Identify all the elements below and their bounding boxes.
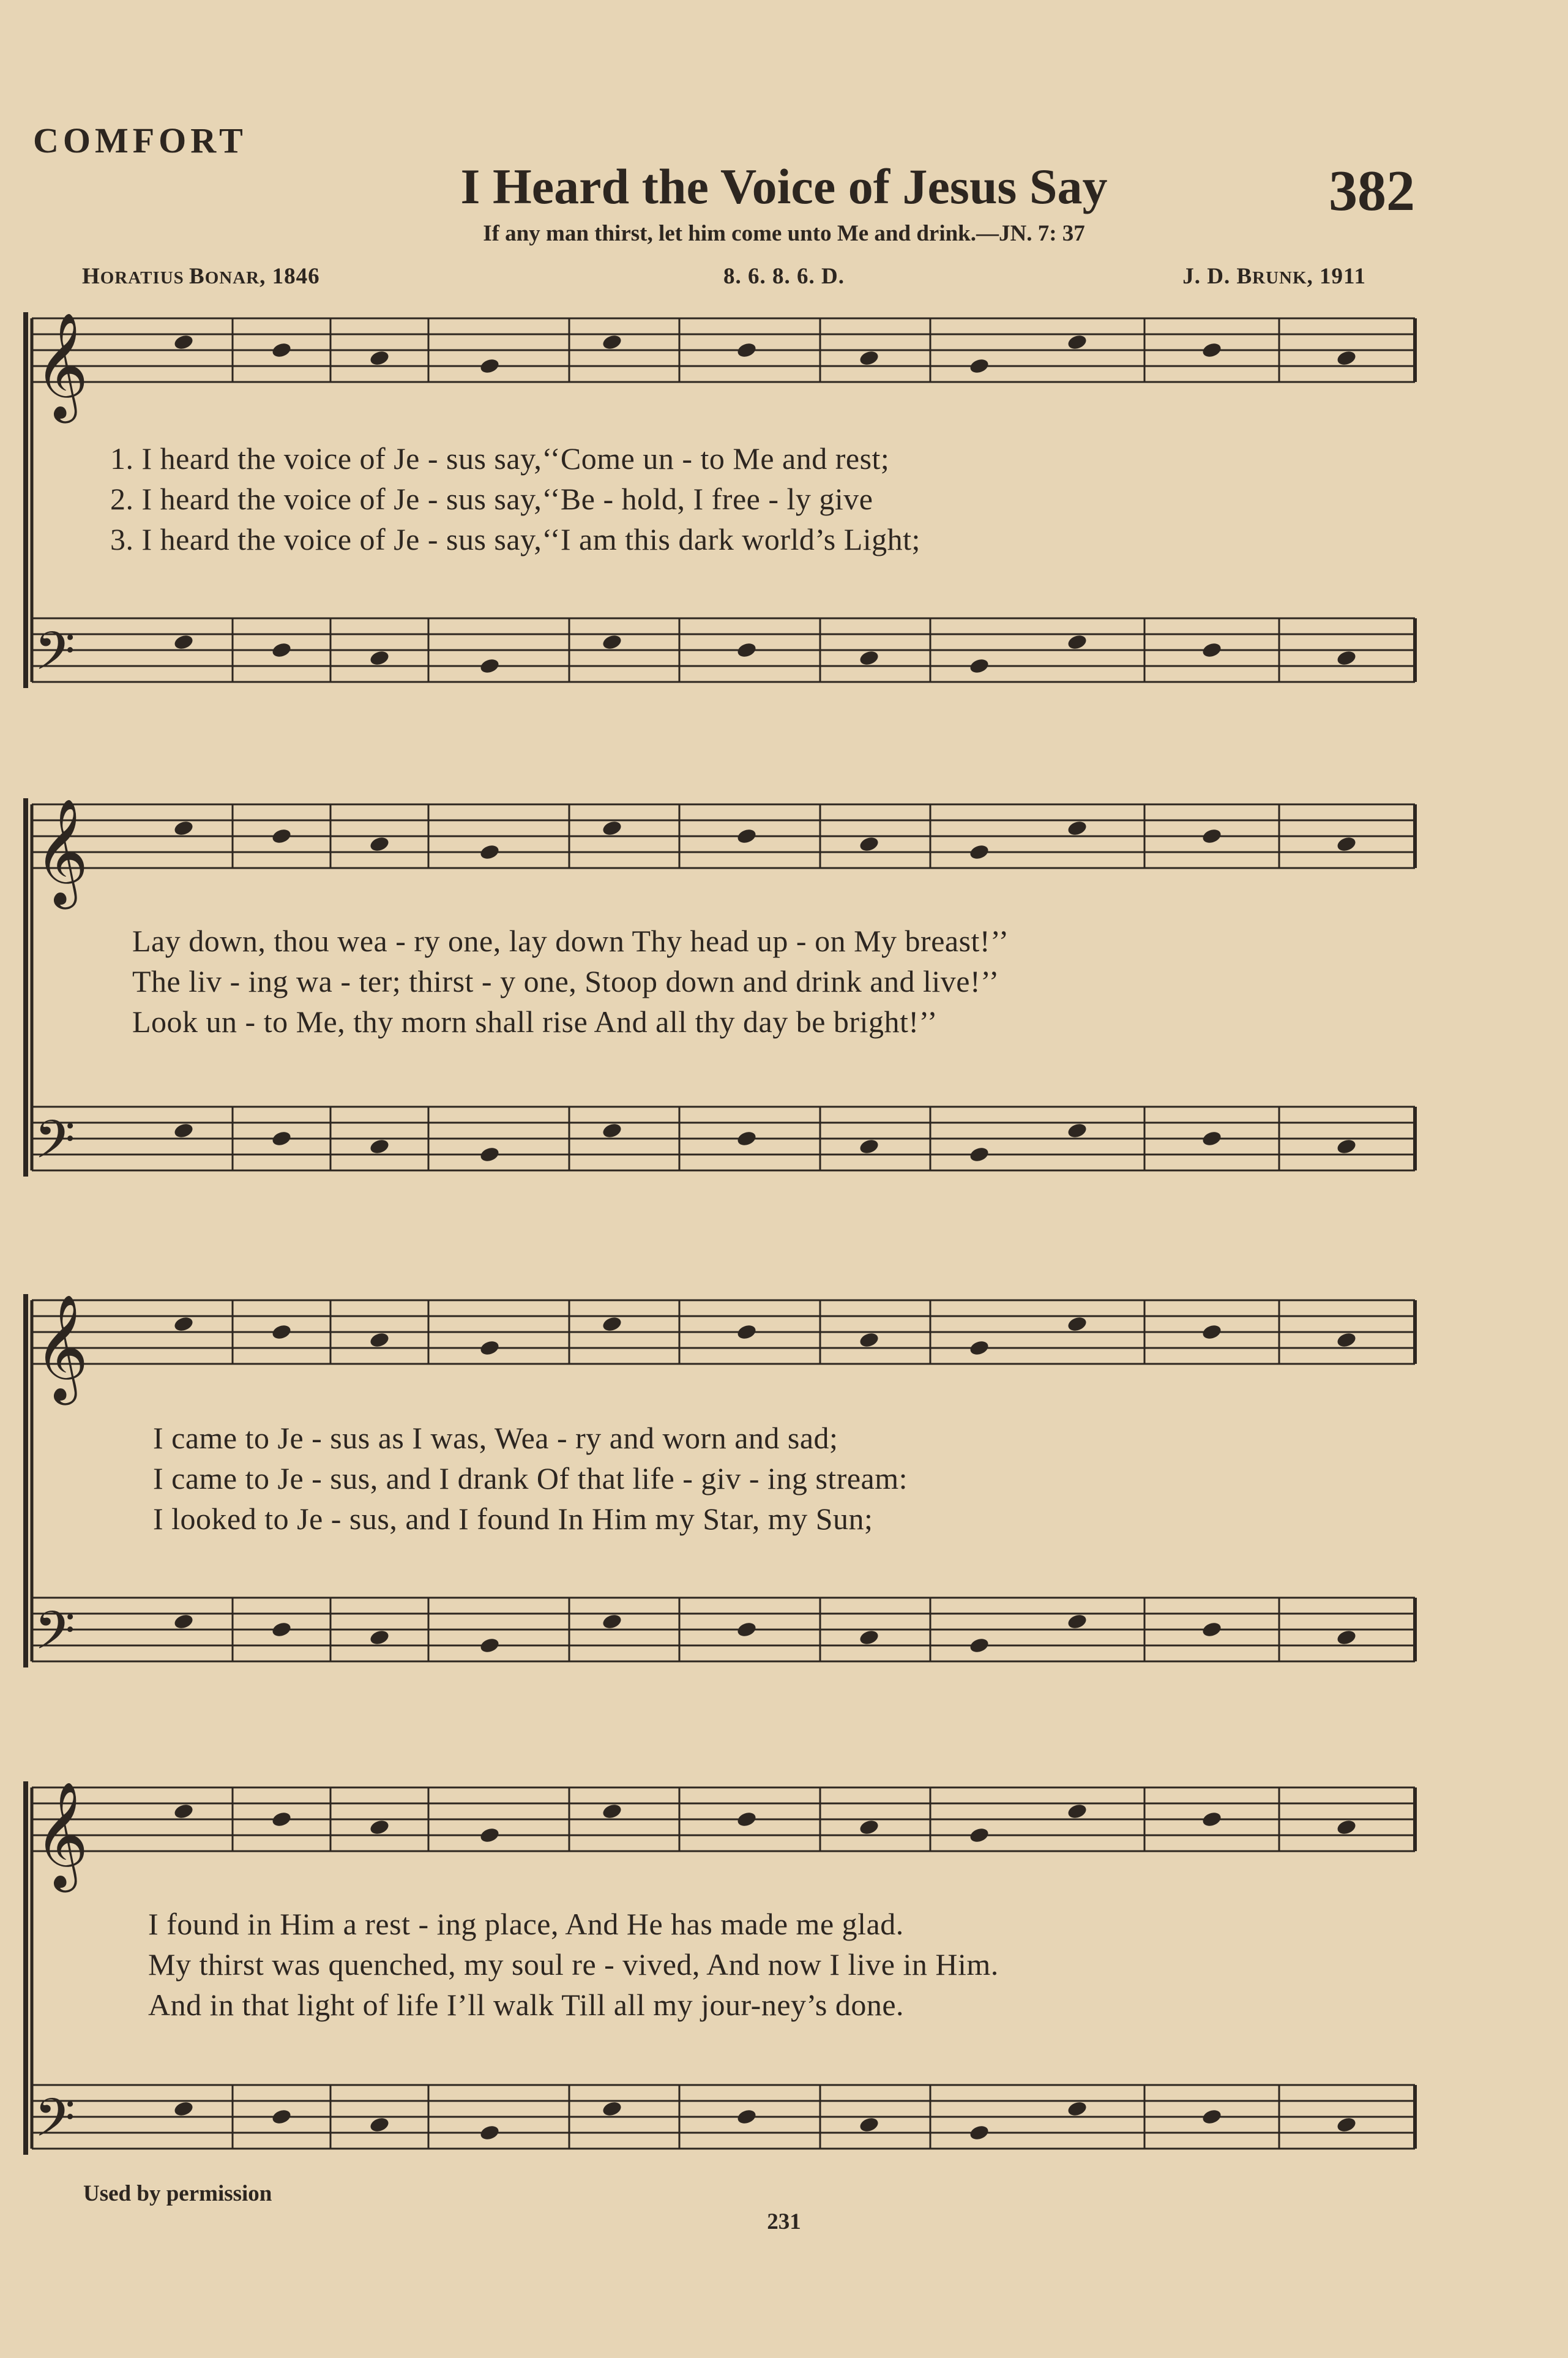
author-credit: HORATIUS BONAR, 1846 — [82, 264, 320, 289]
note-head — [173, 2100, 194, 2117]
hymn-number: 382 — [1329, 159, 1415, 223]
note-head — [1066, 633, 1088, 651]
note-head — [601, 819, 622, 837]
note-head — [173, 1612, 194, 1630]
note-head — [858, 349, 879, 367]
note-head — [968, 1339, 990, 1357]
hymn-title: I Heard the Voice of Jesus Say — [460, 159, 1108, 214]
permission-note: Used by permission — [83, 2181, 272, 2206]
note-head — [858, 835, 879, 853]
clef-icon: 𝄞 — [34, 1781, 89, 1888]
note-head — [736, 827, 757, 845]
note-head — [173, 1121, 194, 1139]
note-head — [173, 333, 194, 351]
note-head — [1201, 1129, 1222, 1147]
clef-icon: 𝄞 — [34, 312, 89, 419]
note-head — [968, 1826, 990, 1844]
note-head — [271, 1810, 292, 1828]
section-label: COMFORT — [33, 121, 247, 160]
note-head — [736, 1620, 757, 1638]
note-head — [736, 1129, 757, 1147]
clef-icon: 𝄢 — [34, 620, 75, 695]
clef-icon: 𝄢 — [34, 2087, 75, 2162]
note-head — [968, 1636, 990, 1654]
note-head — [1066, 2100, 1088, 2117]
note-head — [173, 1315, 194, 1333]
note-head — [968, 657, 990, 675]
note-head — [601, 1121, 622, 1139]
clef-icon: 𝄢 — [34, 1109, 75, 1183]
note-head — [479, 2124, 500, 2141]
note-head — [1335, 1628, 1357, 1646]
note-head — [479, 657, 500, 675]
note-head — [1066, 1121, 1088, 1139]
note-head — [368, 1137, 390, 1155]
note-head — [601, 333, 622, 351]
note-head — [368, 835, 390, 853]
note-head — [601, 1802, 622, 1820]
note-head — [1201, 827, 1222, 845]
note-head — [173, 1802, 194, 1820]
note-head — [1201, 1620, 1222, 1638]
note-head — [968, 2124, 990, 2141]
note-head — [1335, 835, 1357, 853]
note-head — [858, 649, 879, 667]
note-head — [601, 1315, 622, 1333]
note-head — [271, 341, 292, 359]
note-head — [736, 1810, 757, 1828]
note-head — [479, 1339, 500, 1357]
note-head — [858, 2116, 879, 2133]
clef-icon: 𝄞 — [34, 798, 89, 905]
note-head — [479, 1636, 500, 1654]
note-head — [1201, 1810, 1222, 1828]
note-head — [368, 2116, 390, 2133]
note-head — [968, 357, 990, 375]
note-head — [858, 1331, 879, 1349]
note-head — [271, 641, 292, 659]
note-head — [271, 827, 292, 845]
note-head — [968, 843, 990, 861]
note-head — [368, 1818, 390, 1836]
note-head — [1335, 1818, 1357, 1836]
scripture-reference: If any man thirst, let him come unto Me and drink.—JN. 7: 37 — [483, 221, 1085, 246]
composer-credit: J. D. BRUNK, 1911 — [1182, 264, 1366, 289]
note-head — [1201, 2108, 1222, 2125]
note-head — [1201, 1323, 1222, 1341]
note-head — [271, 1129, 292, 1147]
note-head — [173, 819, 194, 837]
note-head — [601, 2100, 622, 2117]
clef-icon: 𝄢 — [34, 1600, 75, 1674]
note-head — [736, 1323, 757, 1341]
note-head — [368, 1331, 390, 1349]
note-head — [1066, 333, 1088, 351]
note-head — [368, 1628, 390, 1646]
note-head — [1066, 819, 1088, 837]
note-head — [173, 633, 194, 651]
page-number: 231 — [767, 2209, 801, 2234]
note-head — [736, 341, 757, 359]
note-head — [968, 1145, 990, 1163]
note-head — [1201, 641, 1222, 659]
note-head — [1335, 649, 1357, 667]
note-head — [858, 1818, 879, 1836]
note-head — [601, 633, 622, 651]
note-head — [1335, 349, 1357, 367]
note-head — [1201, 341, 1222, 359]
note-head — [479, 1826, 500, 1844]
note-head — [736, 2108, 757, 2125]
note-head — [858, 1628, 879, 1646]
note-head — [1335, 1137, 1357, 1155]
note-head — [479, 1145, 500, 1163]
note-head — [1066, 1315, 1088, 1333]
note-head — [479, 843, 500, 861]
note-head — [858, 1137, 879, 1155]
note-head — [271, 2108, 292, 2125]
note-head — [271, 1620, 292, 1638]
note-head — [1335, 1331, 1357, 1349]
meter: 8. 6. 8. 6. D. — [723, 264, 845, 289]
clef-icon: 𝄞 — [34, 1294, 89, 1401]
note-head — [736, 641, 757, 659]
note-head — [368, 349, 390, 367]
note-head — [1066, 1612, 1088, 1630]
note-head — [368, 649, 390, 667]
note-head — [271, 1323, 292, 1341]
note-head — [1066, 1802, 1088, 1820]
note-head — [479, 357, 500, 375]
note-head — [601, 1612, 622, 1630]
note-head — [1335, 2116, 1357, 2133]
